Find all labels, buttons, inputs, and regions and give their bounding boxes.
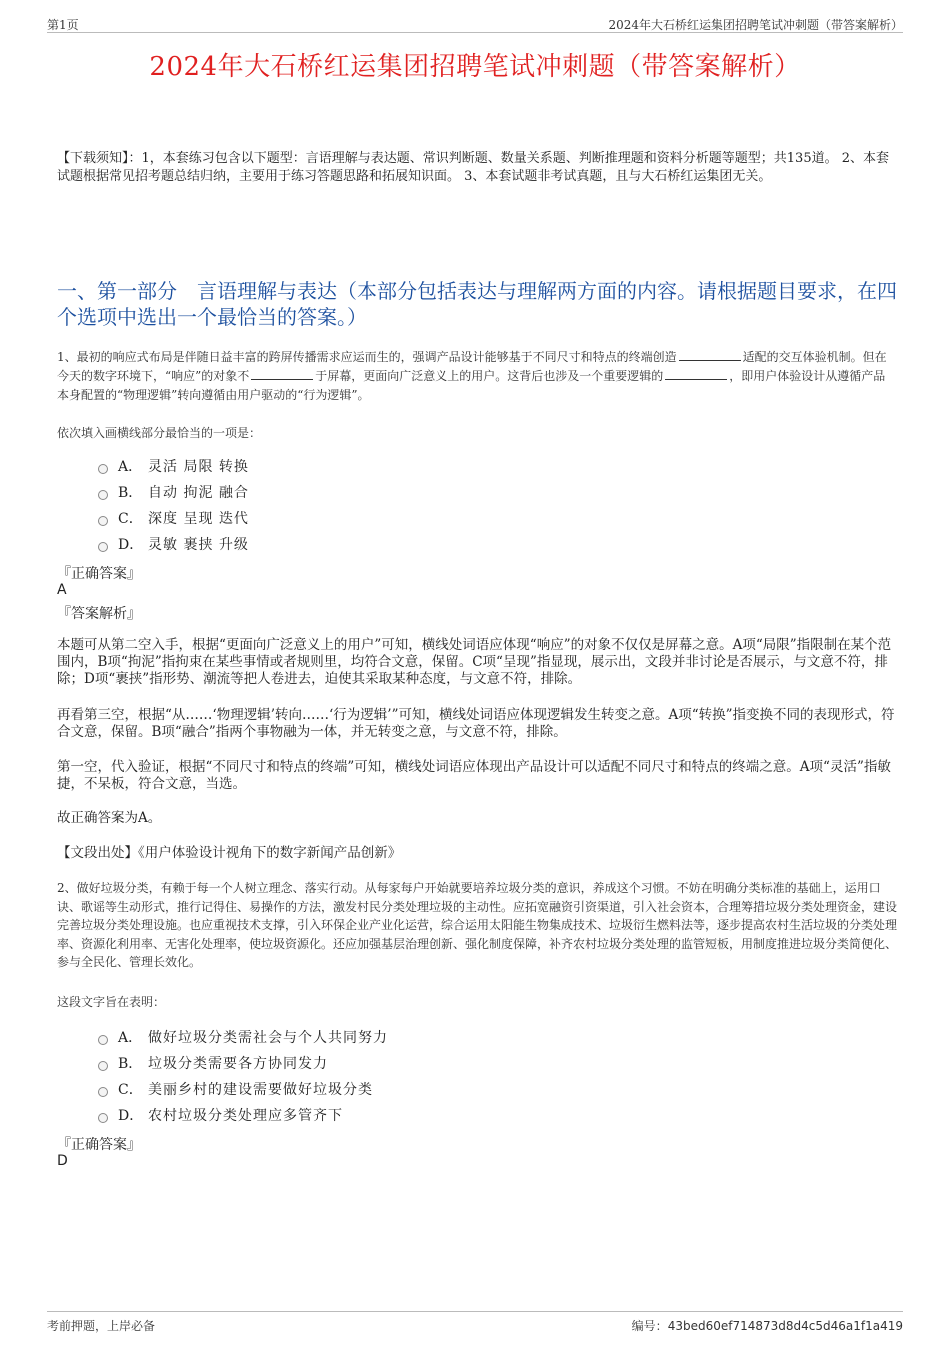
radio-icon[interactable] [98, 490, 108, 500]
footer-code: 编号：43bed60ef714873d8d4c5d46a1f1a419 [631, 1319, 903, 1333]
option-a[interactable]: A． 做好垃圾分类需社会与个人共同努力 [98, 1024, 388, 1050]
radio-icon[interactable] [98, 1061, 108, 1071]
question-1-options [98, 453, 249, 557]
page-title: 2024年大石桥红运集团招聘笔试冲刺题（带答案解析） [149, 52, 801, 82]
answer-label: 『正确答案』 [57, 566, 141, 582]
source-citation: 【文段出处】《用户体验设计视角下的数字新闻产品创新》 [57, 845, 402, 861]
page-footer [47, 1311, 903, 1334]
radio-icon[interactable] [98, 542, 108, 552]
option-a[interactable]: A． 灵活 局限 转换 [98, 453, 249, 479]
question-1-text: 1、最初的响应式布局是伴随日益丰富的跨屏传播需求应运而生的，强调产品设计能够基于不同尺寸和特点的终端创造 适配的交互体验机制。但在今天的数字环境下，“响应”的对象不 于屏幕，更面向广泛意义上的用户。这背后也涉及一个重要逻辑的 ，即用户体验设计从遵循产品本身配置的“物理逻辑”转向遵循由用户驱动的“行为逻辑”。 [57, 350, 887, 402]
option-d[interactable]: D． 灵敏 裹挟 升级 [98, 531, 249, 557]
option-b[interactable]: B． 自动 拘泥 融合 [98, 479, 249, 505]
radio-icon[interactable] [98, 464, 108, 474]
question-2-text: 2、做好垃圾分类，有赖于每一个人树立理念、落实行动。从每家每户开始就要培养垃圾分类的意识，养成这个习惯。不妨在明确分类标准的基础上，运用口诀、歌谣等生动形式，推行记得住、易操作的方法，激发村民分类处理垃圾的主动性。应拓宽融资引资渠道，引入社会资本，合理筹措垃圾分类处理资金，建设完善垃圾分类处理设施。也应重视技术支撑，引入环保企业产业化运营，综合运用太阳能生物集成技术、垃圾衍生燃料法等，逐步提高农村生活垃圾的分类处理率、资源化利用率、无害化处理率，使垃圾资源化。还应加强基层治理创新、强化制度保障，补齐农村垃圾分类处理的监管短板，用制度推进垃圾分类简便化、参与全民化、管理长效化。 [57, 881, 898, 969]
radio-icon[interactable] [98, 1087, 108, 1097]
answer-label: 『正确答案』 [57, 1137, 141, 1153]
blank-2 [251, 367, 313, 380]
section-title: 一、第一部分 言语理解与表达（本部分包括表达与理解两方面的内容。请根据题目要求，在四个选项中选出一个最恰当的答案。） [57, 279, 897, 329]
answer-value: A [57, 582, 67, 598]
page-header [47, 14, 903, 33]
radio-icon[interactable] [98, 516, 108, 526]
question-2-options [98, 1024, 388, 1128]
question-1-prompt: 依次填入画横线部分最恰当的一项是： [57, 426, 262, 440]
option-c[interactable]: C． 深度 呈现 迭代 [98, 505, 249, 531]
page-number: 第1页 [47, 18, 79, 32]
download-notice: 【下载须知】：1，本套练习包含以下题型：言语理解与表达题、常识判断题、数量关系题、判断推理题和资料分析题等题型；共135道。 2、本套试题根据常见招考题总结归纳，主要用于练习答题思路和拓展知识面。 3、本套试题非考试真题，且与大石桥红运集团无关。 [57, 151, 889, 184]
radio-icon[interactable] [98, 1035, 108, 1045]
question-2-prompt: 这段文字旨在表明： [57, 995, 166, 1009]
footer-slogan: 考前押题，上岸必备 [47, 1319, 156, 1333]
option-d[interactable]: D． 农村垃圾分类处理应多管齐下 [98, 1102, 388, 1128]
header-doc-title: 2024年大石桥红运集团招聘笔试冲刺题（带答案解析） [608, 18, 903, 32]
analysis-label: 『答案解析』 [57, 606, 141, 622]
option-b[interactable]: B． 垃圾分类需要各方协同发力 [98, 1050, 388, 1076]
radio-icon[interactable] [98, 1113, 108, 1123]
option-c[interactable]: C． 美丽乡村的建设需要做好垃圾分类 [98, 1076, 388, 1102]
analysis-paragraph: 再看第三空，根据“从……‘物理逻辑’转向……‘行为逻辑’”可知，横线处词语应体现逻辑发生转变之意。A项“转换”指变换不同的表现形式，符合文意，保留。B项“融合”指两个事物融为一体，并无转变之意，与文意不符，排除。 [57, 707, 895, 740]
analysis-paragraph: 本题可从第二空入手，根据“更面向广泛意义上的用户”可知，横线处词语应体现“响应”的对象不仅仅是屏幕之意。A项“局限”指限制在某个范围内，B项“拘泥”指拘束在某些事情或者规则里，均符合文意，保留。C项“呈现”指显现，展示出，文段并非讨论是否展示，与文意不符，排除；D项“裹挟”指形势、潮流等把人卷进去，迫使其采取某种态度，与文意不符，排除。 [57, 637, 892, 687]
answer-value: D [57, 1153, 68, 1169]
blank-1 [679, 348, 741, 361]
analysis-paragraph: 第一空，代入验证，根据“不同尺寸和特点的终端”可知，横线处词语应体现出产品设计可以适配不同尺寸和特点的终端之意。A项“灵活”指敏捷，不呆板，符合文意，当选。 [57, 759, 891, 792]
analysis-conclusion: 故正确答案为A。 [57, 810, 162, 826]
blank-3 [665, 367, 727, 380]
